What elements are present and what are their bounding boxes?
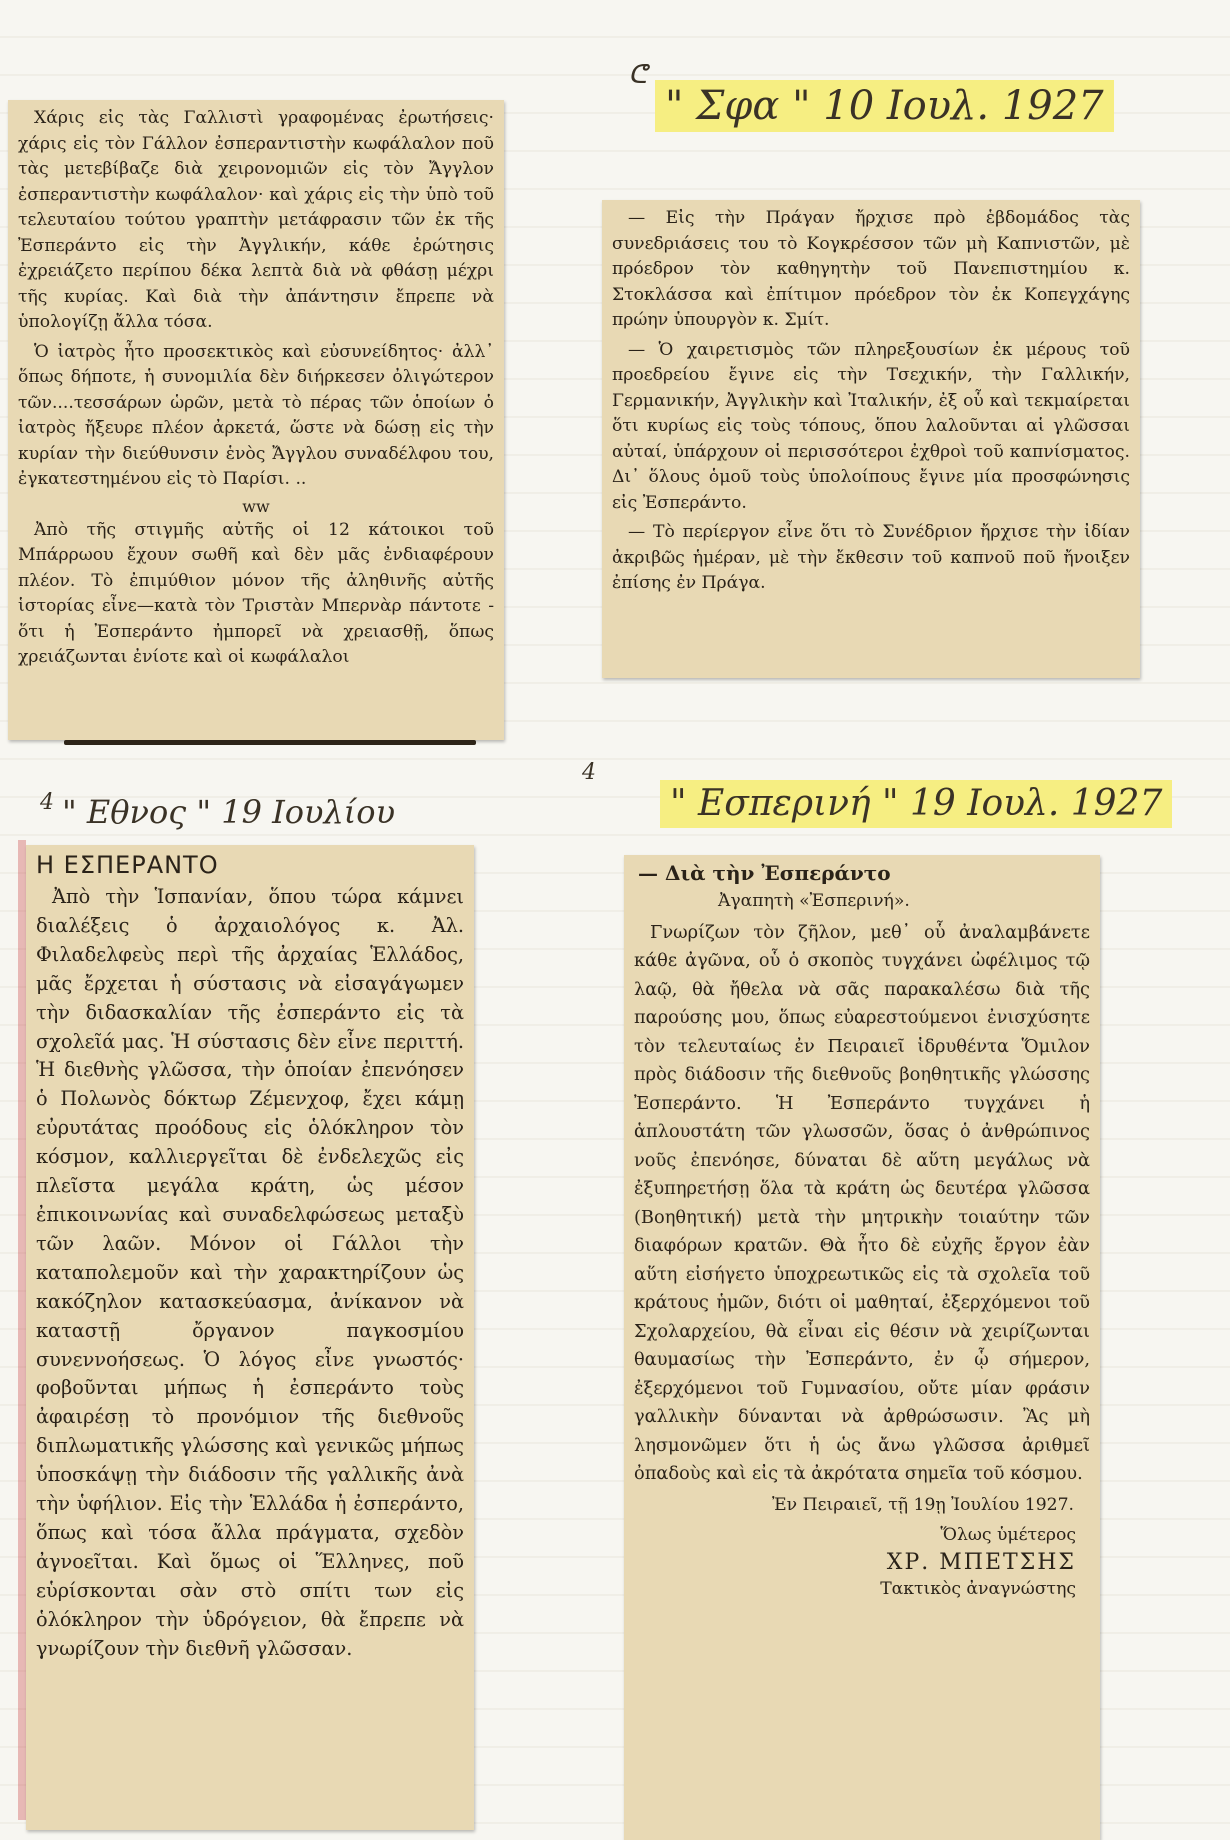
clipping-letter-esperanto: [624, 855, 1100, 1840]
clipping-paragraph: — Ὁ χαιρετισμὸς τῶν πληρεξουσίων ἐκ μέρους τοῦ προεδρείου ἔγινε εἰς τὴν Τσεχικήν, τὴν Γαλλικήν, Γερμανικήν, Ἀγγλικὴν καὶ Ἰταλικήν, ἐξ οὗ καὶ τεκμαίρεται ὅτι κυρίως εἰς τοὺς τόπους, ὅπου λαλοῦνται αἱ γλῶσσαι αὐταί, ὑπάρχουν οἱ περισσότεροι ἐχθροὶ τοῦ καπνίσματος. Δι᾽ ὅλους ὁμοῦ τοὺς ὑπολοίπους ἔγινε μία προσφώνησις εἰς Ἐσπεράντο.: [612, 339, 1130, 513]
clipping-paragraph: Χάρις εἰς τὰς Γαλλιστὶ γραφομένας ἐρωτήσεις· χάρις εἰς τὸν Γάλλον ἐσπεραντιστὴν κωφάλαλον ποῦ τὰς μετεβίβαζε διὰ χειρονομιῶν εἰς τὸν Ἄγγλον ἐσπεραντιστὴν κωφάλαλον· καὶ χάρις εἰς τὴν ὑπὸ τοῦ τελευταίου τούτου γραπτὴν μετάφρασιν τῶν ἐκ τῆς Ἐσπεράντο εἰς τὴν Ἀγγλικήν, κάθε ἐρώτησις ἐχρειάζετο περίπου δέκα λεπτὰ διὰ νὰ φθάσῃ μέχρι τῆς κυρίας. Καὶ διὰ τὴν ἀπάντησιν ἔπρεπε νὰ ὑπολογίζῃ ἄλλα τόσα.: [18, 108, 494, 332]
clipping-paragraph: — Τὸ περίεργον εἶνε ὅτι τὸ Συνέδριον ἤρχισε τὴν ἰδίαν ἀκριβῶς ἡμέραν, μὲ τὴν ἔκθεσιν τοῦ καπνοῦ ποῦ ἤνοιξεν ἐπίσης ἐν Πράγα.: [612, 522, 1130, 593]
red-stain: [18, 840, 26, 1820]
clipping-paragraph: Ἀπὸ τῆς στιγμῆς αὐτῆς οἱ 12 κάτοικοι τοῦ Μπάρρωου ἔχουν σωθῆ καὶ δὲν μᾶς ἐνδιαφέρουν πλέον. Τὸ ἐπιμύθιον μόνον τῆς ἀληθινῆς αὐτῆς ἱστορίας εἶνε—κατὰ τὸν Τριστὰν Μπερνὰρ πάντοτε - ὅτι ἡ Ἐσπεράντο ἠμπορεῖ νὰ χρειασθῇ, ὅπως χρειάζωνται ἐνίοτε καὶ οἱ κωφάλαλοι: [18, 519, 494, 667]
headline: — Διὰ τὴν Ἐσπεράντο: [638, 861, 891, 885]
author-name: ΧΡ. ΜΠΕΤΣΗΣ: [886, 1550, 1076, 1575]
headline: Η ΕΣΠΕΡΑΝΤΟ: [36, 851, 219, 879]
clipping-paragraph: Γνωρίζων τὸν ζῆλον, μεθ᾽ οὗ ἀναλαμβάνετε κάθε ἀγῶνα, οὗ ὁ σκοπὸς τυγχάνει ὠφέλιμος τῷ λαῷ, θὰ ἤθελα νὰ σᾶς παρακαλέσω διὰ τῆς παρούσης μου, ὅπως εὐαρεστούμενοι ἐνισχύσητε τὸν τελευταίως ἐν Πειραιεῖ ἱδρυθέντα Ὅμιλον πρὸς διάδοσιν τῆς διεθνοῦς βοηθητικῆς γλώσσης Ἐσπεράντο. Ἡ Ἐσπεράντο τυγχάνει ἡ ἁπλουστάτη τῶν γλωσσῶν, ὅσας ὁ ἀνθρώπινος νοῦς ἐπενόησε, δύναται δὲ αὕτη μεγάλως νὰ ἐξυπηρετήσῃ ὅλα τὰ κράτη ὡς δευτέρα γλῶσσα (Βοηθητική) μετὰ τὴν μητρικὴν τοιαύτην τῶν διαφόρων κρατῶν. Θὰ ἦτο δὲ εὐχῆς ἔργον ἐὰν αὕτη εἰσήγετο ὑποχρεωτικῶς εἰς τὰ σχολεῖα τοῦ κράτους ἡμῶν, διότι οἱ μαθηταί, ἐξερχόμενοι τοῦ Σχολαρχείου, θὰ εἶναι εἰς θέσιν νὰ χειρίζωνται θαυμασίως τὴν Ἐσπεράντο, ἐν ᾧ σήμερον, ἐξερχόμενοι τοῦ Γυμνασίου, οὔτε μίαν φράσιν γαλλικὴν δύνανται νὰ ἀρθρώσωσιν. Ἂς μὴ λησμονῶμεν ὅτι ἡ ὡς ἄνω γλῶσσα ἀριθμεῖ ὀπαδοὺς καὶ εἰς τὰ ἀκρότατα σημεῖα τοῦ κόσμου.: [634, 921, 1090, 1484]
handwritten-note-top-right: " Σφα " 10 Ιουλ. 1927: [655, 80, 1114, 132]
salutation: Ἀγαπητὴ «Ἐσπερινή».: [718, 891, 910, 911]
clipping-barrow-article: [8, 100, 504, 740]
clipping-paragraph: Ὁ ἰατρὸς ἦτο προσεκτικὸς καὶ εὐσυνείδητος· ἀλλ᾽ ὅπως δήποτε, ἡ συνομιλία δὲν διήρκεσεν ὀλιγώτερον τῶν....τεσσάρων ὡρῶν, μετὰ τὸ πέρας τῶν ὁποίων ὁ ἰατρὸς ἤξευρε πλέον ἀρκετά, ὥστε νὰ δώσῃ εἰς τὴν κυρίαν τὴν διεύθυνσιν ἑνὸς Ἄγγλου συναδέλφου του, ἐγκατεστημένου εἰς τὸ Παρίσι. ..: [18, 341, 494, 489]
author-title: Τακτικὸς ἀναγνώστης: [880, 1579, 1076, 1599]
clipping-i-esperanto: [26, 845, 474, 1830]
handwritten-note-bottom-left: " Εθνος " 19 Ιουλίου: [62, 793, 396, 831]
clipping-paragraph: — Εἰς τὴν Πράγαν ἤρχισε πρὸ ἑβδομάδος τὰς συνεδριάσεις του τὸ Κογκρέσσον τῶν μὴ Καπνιστῶν, μὲ πρόεδρον τὸν καθηγητὴν τοῦ Πανεπιστημίου κ. Στοκλάσσα καὶ ἐπίτιμον πρόεδρον τὸν ἐκ Κοπεγχάγης πρώην ὑπουργὸν κ. Σμίτ.: [612, 208, 1130, 330]
clipping-non-smokers-congress: [602, 200, 1140, 678]
clipping-paragraph: Ἀπὸ τὴν Ἱσπανίαν, ὅπου τώρα κάμνει διαλέξεις ὁ ἀρχαιολόγος κ. Ἀλ. Φιλαδελφεὺς περὶ τῆς ἀρχαίας Ἑλλάδος, μᾶς ἔρχεται ἡ σύστασις νὰ εἰσαγάγωμεν τὴν διδασκαλίαν τῆς ἐσπεράντο εἰς τὰ σχολεῖά μας. Ἡ σύστασις δὲν εἶνε περιττή. Ἡ διεθνὴς γλῶσσα, τὴν ὁποίαν ἐπενόησεν ὁ Πολωνὸς δόκτωρ Ζέμενχοφ, ἔχει κάμῃ εὐρυτάτας προόδους εἰς ὁλόκληρον τὸν κόσμον, καλλιεργεῖται δὲ ἐνδελεχῶς εἰς πλεῖστα μεγάλα κράτη, ὡς μέσον ἐπικοινωνίας καὶ συναδελφώσεως μεταξὺ τῶν λαῶν. Μόνον οἱ Γάλλοι τὴν καταπολεμοῦν καὶ τὴν χαρακτηρίζουν ὡς κακόζηλον κατασκεύασμα, ἀνίκανον νὰ καταστῇ ὄργανον παγκοσμίου συνεννοήσεως. Ὁ λόγος εἶνε γνωστός· φοβοῦνται μήπως ἡ ἐσπεράντο τοὺς ἀφαιρέσῃ τὸ προνόμιον τῆς διεθνοῦς διπλωματικῆς γλώσσης καὶ γενικῶς μήπως ὑποσκάψῃ τὴν διάδοσιν τῆς γαλλικῆς ἀνὰ τὴν ὑφήλιον. Εἰς τὴν Ἑλλάδα ἡ ἐσπεράντο, ὅπως καὶ τόσα ἄλλα πράγματα, σχεδὸν ἀγνοεῖται. Καὶ ὅμως οἱ Ἕλληνες, ποῦ εὑρίσκονται σὰν στὸ σπίτι των εἰς ὁλόκληρον τὴν ὑδρόγειον, θὰ ἔπρεπε νὰ γνωρίζουν τὴν διεθνῆ γλῶσσαν.: [36, 885, 464, 1660]
margin-mark-left: 4: [40, 790, 54, 815]
margin-mark-right: 4: [582, 760, 596, 785]
dateline: Ἐν Πειραιεῖ, τῇ 19ῃ Ἰουλίου 1927.: [772, 1494, 1074, 1515]
bottom-rule: [64, 740, 476, 745]
section-divider: ww: [242, 496, 270, 516]
signature-block: [634, 1522, 1090, 1603]
margin-mark-top: ᕦ: [628, 60, 647, 90]
closing: Ὅλως ὑμέτερος: [940, 1525, 1076, 1545]
handwritten-note-bottom-right: " Εσπερινή " 19 Ιουλ. 1927: [660, 780, 1172, 828]
